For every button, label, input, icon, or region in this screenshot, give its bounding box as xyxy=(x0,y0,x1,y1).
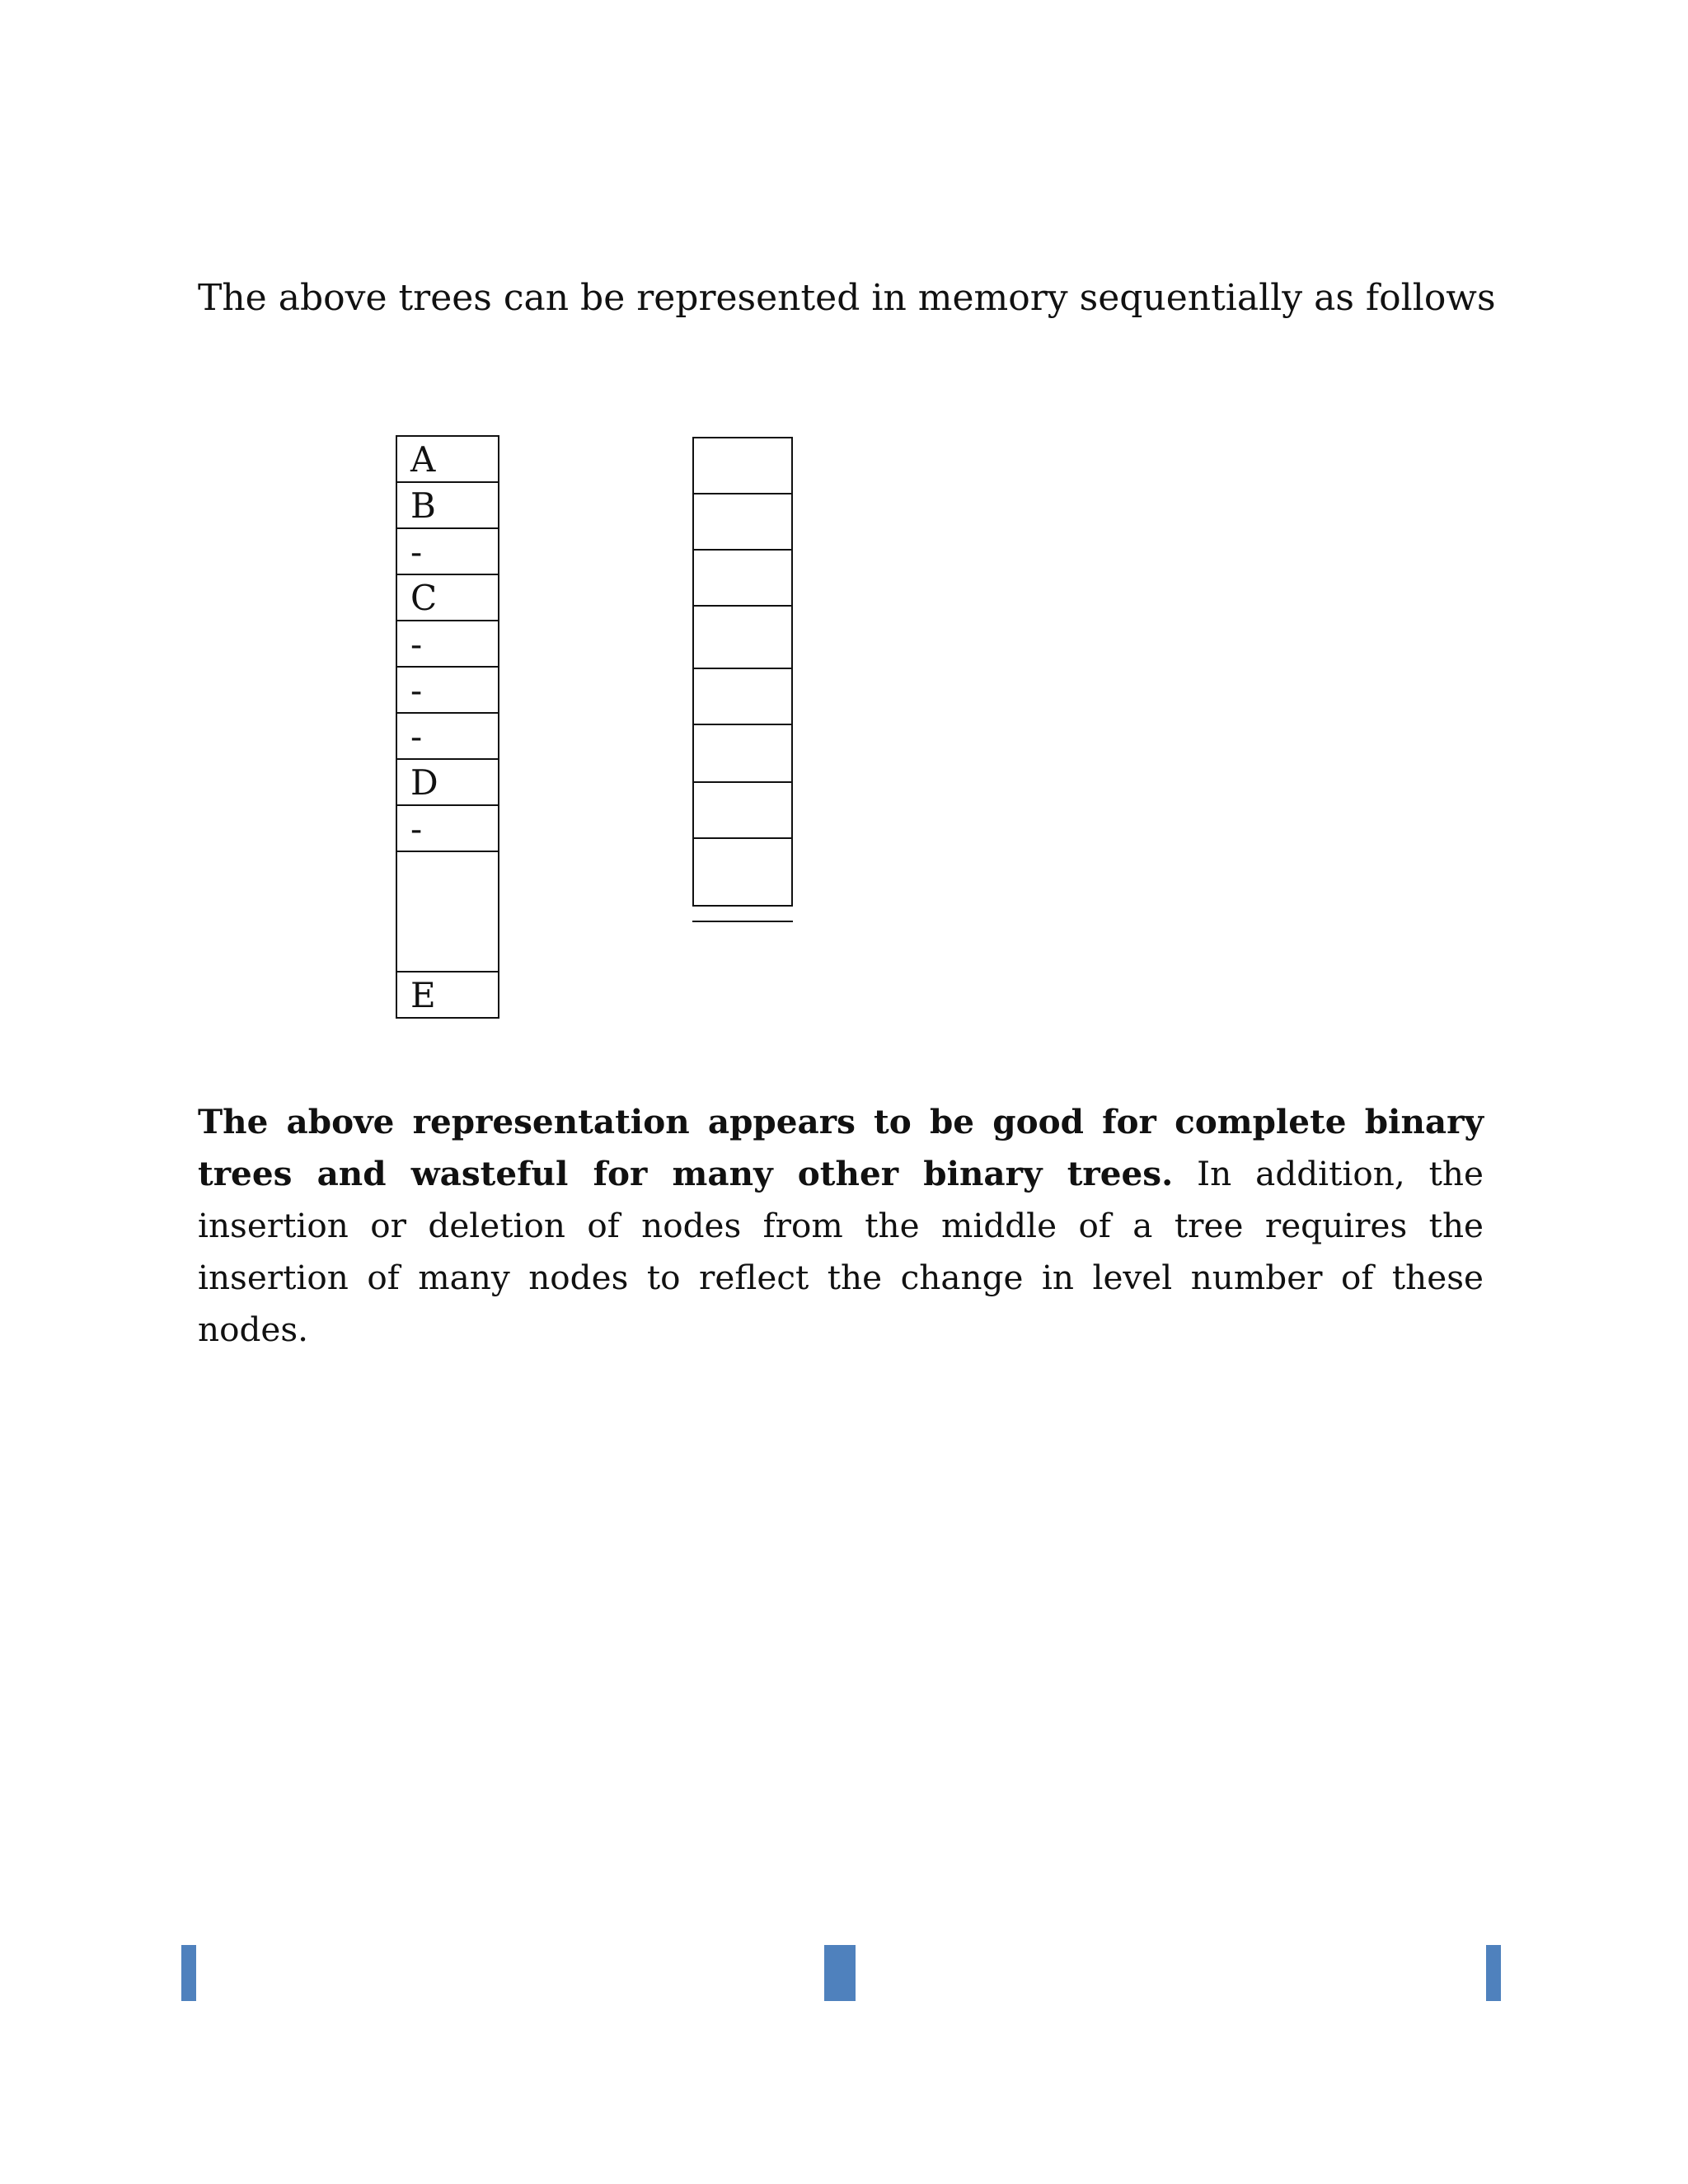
array-cell: - xyxy=(397,714,498,760)
empty-array-cell xyxy=(694,494,791,551)
empty-array-cell xyxy=(694,607,791,669)
footer-marker-center xyxy=(824,1945,856,2001)
array-cell: D xyxy=(397,760,498,806)
array-cell: - xyxy=(397,621,498,668)
sequential-array-filled xyxy=(396,435,499,1019)
empty-array-cell xyxy=(694,551,791,607)
footer-marker-right xyxy=(1486,1945,1501,2001)
paragraph-bold-text: The above representation appears to be good for complete binary trees and wasteful for many other binary trees. xyxy=(198,1102,1484,1193)
empty-array-cell xyxy=(694,783,791,839)
array-cell: - xyxy=(397,529,498,575)
empty-array-cell xyxy=(694,669,791,725)
array-cell: - xyxy=(397,806,498,852)
empty-array-cell xyxy=(694,438,791,494)
array-cell xyxy=(397,852,498,972)
empty-array-cell xyxy=(694,839,791,907)
intro-text: The above trees can be represented in memory sequentially as follows xyxy=(198,277,1496,319)
body-paragraph xyxy=(198,1096,1484,1356)
empty-array-cell xyxy=(694,725,791,783)
array-cell: B xyxy=(397,483,498,529)
array-cell: A xyxy=(397,437,498,483)
paragraph-normal-text: In addition, the insertion or deletion of nodes from the middle of a tree requires the insertion of many nodes to reflect the change in level number of these nodes. xyxy=(198,1154,1484,1349)
array-cell: E xyxy=(397,972,498,1019)
array-cell: - xyxy=(397,668,498,714)
footer-marker-left xyxy=(181,1945,196,2001)
array-cell: C xyxy=(397,575,498,621)
array-end-line xyxy=(692,921,793,922)
sequential-array-empty xyxy=(692,437,793,907)
